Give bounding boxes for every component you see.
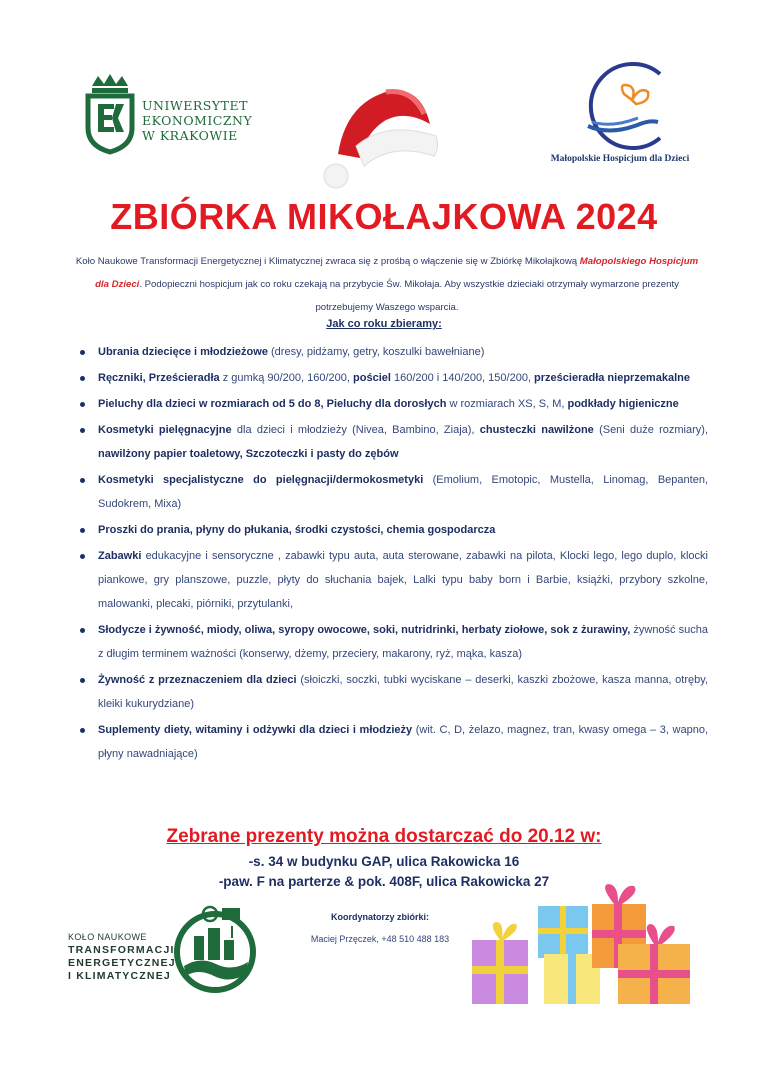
- hospice-name: Małopolskie Hospicjum dla Dzieci: [550, 154, 690, 164]
- donation-items-list: [78, 340, 708, 768]
- intro-paragraph: [72, 250, 702, 319]
- university-logo: [80, 72, 280, 160]
- list-item: Ręczniki, Prześcieradła z gumką 90/200, 160/200, pościel 160/200 i 140/200, 150/200, prześcieradła nieprzemakalne: [78, 366, 708, 390]
- collect-heading: Jak co roku zbieramy:: [326, 318, 442, 330]
- page-title: ZBIÓRKA MIKOŁAJKOWA 2024: [110, 196, 658, 237]
- list-item: Żywność z przeznaczeniem dla dzieci (słoiczki, soczki, tubki wyciskane – deserki, kaszki zbożowe, kasza manna, otręby, kleiki kukurydziane): [78, 668, 708, 716]
- club-name-line1: KOŁO NAUKOWE: [68, 932, 147, 942]
- list-item: Suplementy diety, witaminy i odżywki dla dzieci i młodzieży (wit. C, D, żelazo, magnez, tran, kwasy omega – 3, wapno, płyny nawadniające): [78, 718, 708, 766]
- university-crest-icon: [80, 72, 140, 160]
- gift-boxes-icon: [468, 880, 708, 1010]
- list-item: Pieluchy dla dzieci w rozmiarach od 5 do 8, Pieluchy dla dorosłych w rozmiarach XS, S, M, podkłady higieniczne: [78, 392, 708, 416]
- list-item: Kosmetyki specjalistyczne do pielęgnacji/dermokosmetyki (Emolium, Emotopic, Mustella, Linomag, Bepanten, Sudokrem, Mixa): [78, 468, 708, 516]
- hospice-logo: [540, 60, 700, 170]
- club-logo: [66, 902, 266, 998]
- coordinator-contact: Maciej Przęczek, +48 510 488 183: [310, 934, 450, 944]
- club-emblem-icon: [170, 902, 260, 994]
- university-name: UNIWERSYTET EKONOMICZNY W KRAKOWIE: [142, 98, 253, 143]
- list-item: Zabawki edukacyjne i sensoryczne , zabawki typu auta, auta sterowane, zabawki na pilota, Klocki lego, lego duplo, klocki piankowe, gry planszowe, puzzle, płyty do słuchania bajek, Lalki typu baby born i Barbie, książki, przybory szkolne, malowanki, plecaki, piórniki, przytulanki,: [78, 544, 708, 616]
- delivery-title: Zebrane prezenty można dostarczać do 20.12 w:: [166, 826, 602, 847]
- hospice-emblem-icon: [540, 60, 700, 152]
- delivery-location-2: -paw. F na parterze & pok. 408F, ulica Rakowicka 27: [218, 874, 550, 889]
- coordinators-heading: Koordynatorzy zbiórki:: [330, 912, 429, 922]
- list-item: Ubrania dziecięce i młodzieżowe (dresy, pidżamy, getry, koszulki bawełniane): [78, 340, 708, 364]
- coordinators: [290, 912, 470, 944]
- intro-highlight: Małopolskiego Hospicjum dla Dzieci: [95, 256, 699, 290]
- intro-text: Koło Naukowe Transformacji Energetycznej i Klimatycznej zwraca się z prośbą o włączenie się w Zbiórkę Mikołajkową: [75, 256, 580, 267]
- delivery-location-1: -s. 34 w budynku GAP, ulica Rakowicka 16: [248, 854, 520, 869]
- santa-hat-icon: [316, 84, 442, 194]
- list-item: Słodycze i żywność, miody, oliwa, syropy owocowe, soki, nutridrinki, herbaty ziołowe, sok z żurawiny, żywność sucha z długim terminem ważności (konserwy, dżemy, przeciery, makarony, ryż, mąka, kasza): [78, 618, 708, 666]
- club-name-line2: TRANSFORMACJI ENERGETYCZNEJ I KLIMATYCZNEJ: [68, 944, 176, 982]
- intro-text-continued: . Podopieczni hospicjum jak co roku czekają na przybycie Św. Mikołaja. Aby wszystkie dzieciaki otrzymały wymarzone prezenty potrzebujemy Waszego wsparcia.: [139, 279, 679, 313]
- list-item: Kosmetyki pielęgnacyjne dla dzieci i młodzieży (Nivea, Bambino, Ziaja), chusteczki nawilżone (Seni duże rozmiary), nawilżony papier toaletowy, Szczoteczki i pasty do zębów: [78, 418, 708, 466]
- list-item: Proszki do prania, płyny do płukania, środki czystości, chemia gospodarcza: [78, 518, 708, 542]
